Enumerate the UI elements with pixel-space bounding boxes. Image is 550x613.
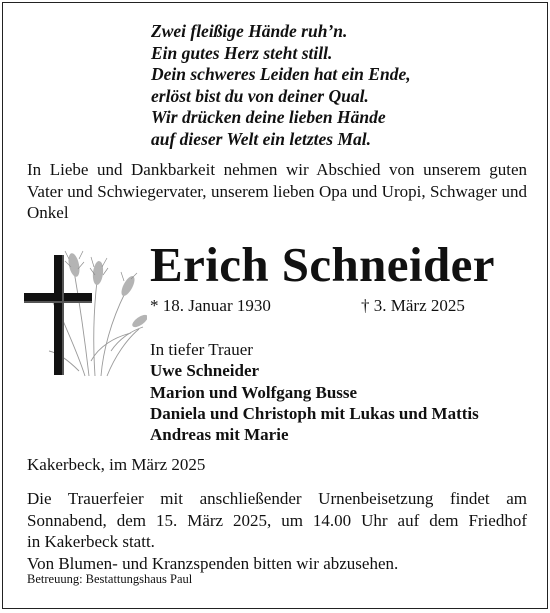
obituary-notice: [2, 2, 548, 609]
mourner-name: Daniela und Christoph mit Lukas und Mattis: [150, 403, 479, 423]
poem-line: erlöst bist du von deiner Qual.: [151, 85, 369, 106]
cross-with-wheat-icon: [19, 241, 147, 381]
poem-line: Ein gutes Herz steht still.: [151, 42, 333, 63]
mourning-heading: In tiefer Trauer: [150, 340, 253, 359]
memorial-poem: [151, 21, 411, 150]
funeral-line: Von Blumen- und Kranzspenden bitten wir abzusehen.: [27, 553, 399, 573]
intro-text: In Liebe und Dankbarkeit nehmen wir Abschied von unserem guten Vater und Schwiegervater, unserem lieben Opa und Uropi, Schwager und Onkel: [27, 160, 527, 222]
poem-line: Wir drücken deine lieben Hände: [151, 107, 386, 127]
funeral-line: Die Trauerfeier mit anschließender Urnenbeisetzung findet am: [27, 489, 527, 508]
funeral-info: [27, 488, 527, 574]
mourner-name: Andreas mit Marie: [150, 425, 289, 445]
mourner-name: Marion und Wolfgang Busse: [150, 382, 358, 402]
deceased-name: Erich Schneider: [150, 237, 495, 292]
funeral-line: in Kakerbeck statt.: [27, 532, 155, 551]
funeral-home-credit: Betreuung: Bestattungshaus Paul: [27, 572, 193, 586]
funeral-line: Sonnabend, dem 15. März 2025, um 14.00 Uhr auf dem Friedhof: [27, 510, 527, 530]
mourners-block: [150, 339, 479, 445]
mourner-name: Uwe Schneider: [150, 361, 260, 381]
death-date: † 3. März 2025: [361, 296, 465, 315]
poem-line: Zwei fleißige Hände ruh’n.: [151, 21, 348, 41]
poem-line: auf dieser Welt ein letztes Mal.: [151, 128, 372, 149]
birth-date: * 18. Januar 1930: [150, 296, 271, 315]
poem-line: Dein schweres Leiden hat ein Ende,: [151, 64, 411, 84]
place-date: Kakerbeck, im März 2025: [27, 455, 206, 474]
